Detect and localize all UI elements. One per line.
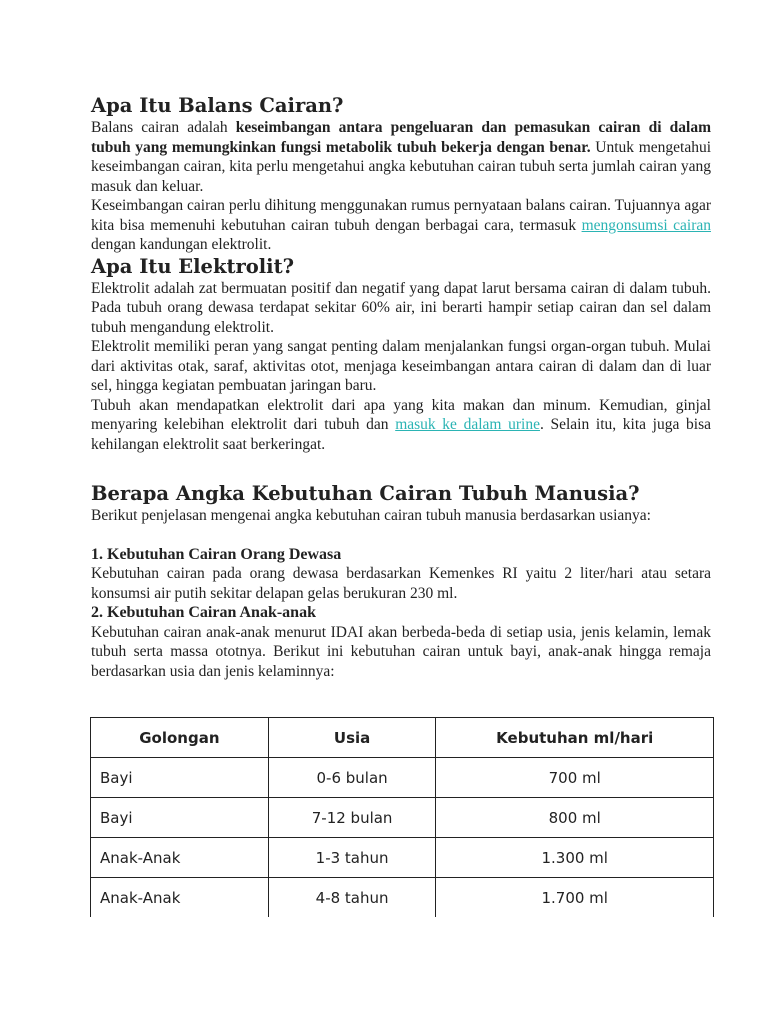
table-row <box>91 838 714 878</box>
bold-definition: keseimbangan antara pengeluaran dan pemasukan cairan di dalam tubuh yang memungkinkan fungsi metabolik tubuh bekerja dengan benar. <box>91 119 711 156</box>
cell-usia: 0-6 bulan <box>268 758 436 798</box>
cell-golongan: Bayi <box>91 758 269 798</box>
heading-kebutuhan-cairan: Berapa Angka Kebutuhan Cairan Tubuh Manusia? <box>91 482 640 505</box>
spacer <box>91 526 711 545</box>
fluid-needs-table <box>90 717 714 917</box>
paragraph-intro: Berikut penjelasan mengenai angka kebutuhan cairan tubuh manusia berdasarkan usianya: <box>91 507 651 524</box>
header-golongan: Golongan <box>91 718 269 758</box>
cell-golongan: Bayi <box>91 798 269 838</box>
cell-golongan: Anak-Anak <box>91 878 269 918</box>
subheading-orang-dewasa: 1. Kebutuhan Cairan Orang Dewasa <box>91 545 342 563</box>
text-segment: Keseimbangan cairan perlu dihitung menggunakan rumus pernyataan balans cairan. Tujuannya agar kita bisa memenuhi kebutuhan cairan tubuh dengan berbagai cara, termasuk <box>91 197 711 234</box>
spacer <box>91 454 711 482</box>
cell-kebutuhan: 800 ml <box>436 798 714 838</box>
paragraph-balans-calculation <box>91 196 711 255</box>
fluid-needs-table-container <box>90 717 714 917</box>
text-segment: Tubuh akan mendapatkan elektrolit dari apa yang kita makan dan minum. Kemudian, ginjal menyaring kelebihan elektrolit dari tubuh dan <box>91 396 711 433</box>
paragraph-elektrolit-role: Elektrolit memiliki peran yang sangat penting dalam menjalankan fungsi organ-organ tubuh. Mulai dari aktivitas otak, saraf, aktivitas otot, menjaga keseimbangan antara cairan di dalam dan di luar sel, hingga kegiatan pembuatan jaringan baru. <box>91 338 711 394</box>
link-mengonsumsi-cairan[interactable]: mengonsumsi cairan <box>581 216 711 234</box>
article-body <box>91 94 711 681</box>
cell-golongan: Anak-Anak <box>91 838 269 878</box>
paragraph-elektrolit-definition: Elektrolit adalah zat bermuatan positif dan negatif yang dapat larut bersama cairan di dalam tubuh. Pada tubuh orang dewasa terdapat sekitar 60% air, ini berarti hampir setiap cairan dan sel dalam tubuh mengandung elektrolit. <box>91 279 711 336</box>
heading-elektrolit: Apa Itu Elektrolit? <box>91 254 295 278</box>
link-masuk-ke-dalam-urine[interactable]: masuk ke dalam urine <box>395 416 540 433</box>
table-header-row <box>91 718 714 758</box>
text-segment: Balans cairan adalah <box>91 119 236 136</box>
table-row <box>91 878 714 918</box>
text-segment: . Selain itu, kita juga bisa kehilangan elektrolit saat berkeringat. <box>91 416 711 453</box>
text-segment: dengan kandungan elektrolit. <box>91 236 272 253</box>
cell-usia: 1-3 tahun <box>268 838 436 878</box>
header-kebutuhan: Kebutuhan ml/hari <box>436 718 714 758</box>
cell-usia: 4-8 tahun <box>268 878 436 918</box>
table-row <box>91 758 714 798</box>
paragraph-orang-dewasa: Kebutuhan cairan pada orang dewasa berdasarkan Kemenkes RI yaitu 2 liter/hari atau setara konsumsi air putih sekitar delapan gelas berukuran 230 ml. <box>91 565 711 602</box>
subheading-anak-anak: 2. Kebutuhan Cairan Anak-anak <box>91 604 316 621</box>
cell-usia: 7-12 bulan <box>268 798 436 838</box>
cell-kebutuhan: 1.700 ml <box>436 878 714 918</box>
heading-balans-cairan: Apa Itu Balans Cairan? <box>91 94 344 117</box>
paragraph-balans-definition <box>91 118 711 196</box>
header-usia: Usia <box>268 718 436 758</box>
table-row <box>91 798 714 838</box>
paragraph-elektrolit-source <box>91 396 711 455</box>
cell-kebutuhan: 1.300 ml <box>436 838 714 878</box>
cell-kebutuhan: 700 ml <box>436 758 714 798</box>
text-segment: Untuk mengetahui keseimbangan cairan, kita perlu mengetahui angka kebutuhan cairan tubuh serta jumlah cairan yang masuk dan keluar. <box>91 138 712 195</box>
paragraph-anak-anak: Kebutuhan cairan anak-anak menurut IDAI akan berbeda-beda di setiap usia, jenis kelamin, lemak tubuh serta massa ototnya. Berikut ini kebutuhan cairan untuk bayi, anak-anak hingga remaja berdasarkan usia dan jenis kelaminnya: <box>91 623 711 680</box>
